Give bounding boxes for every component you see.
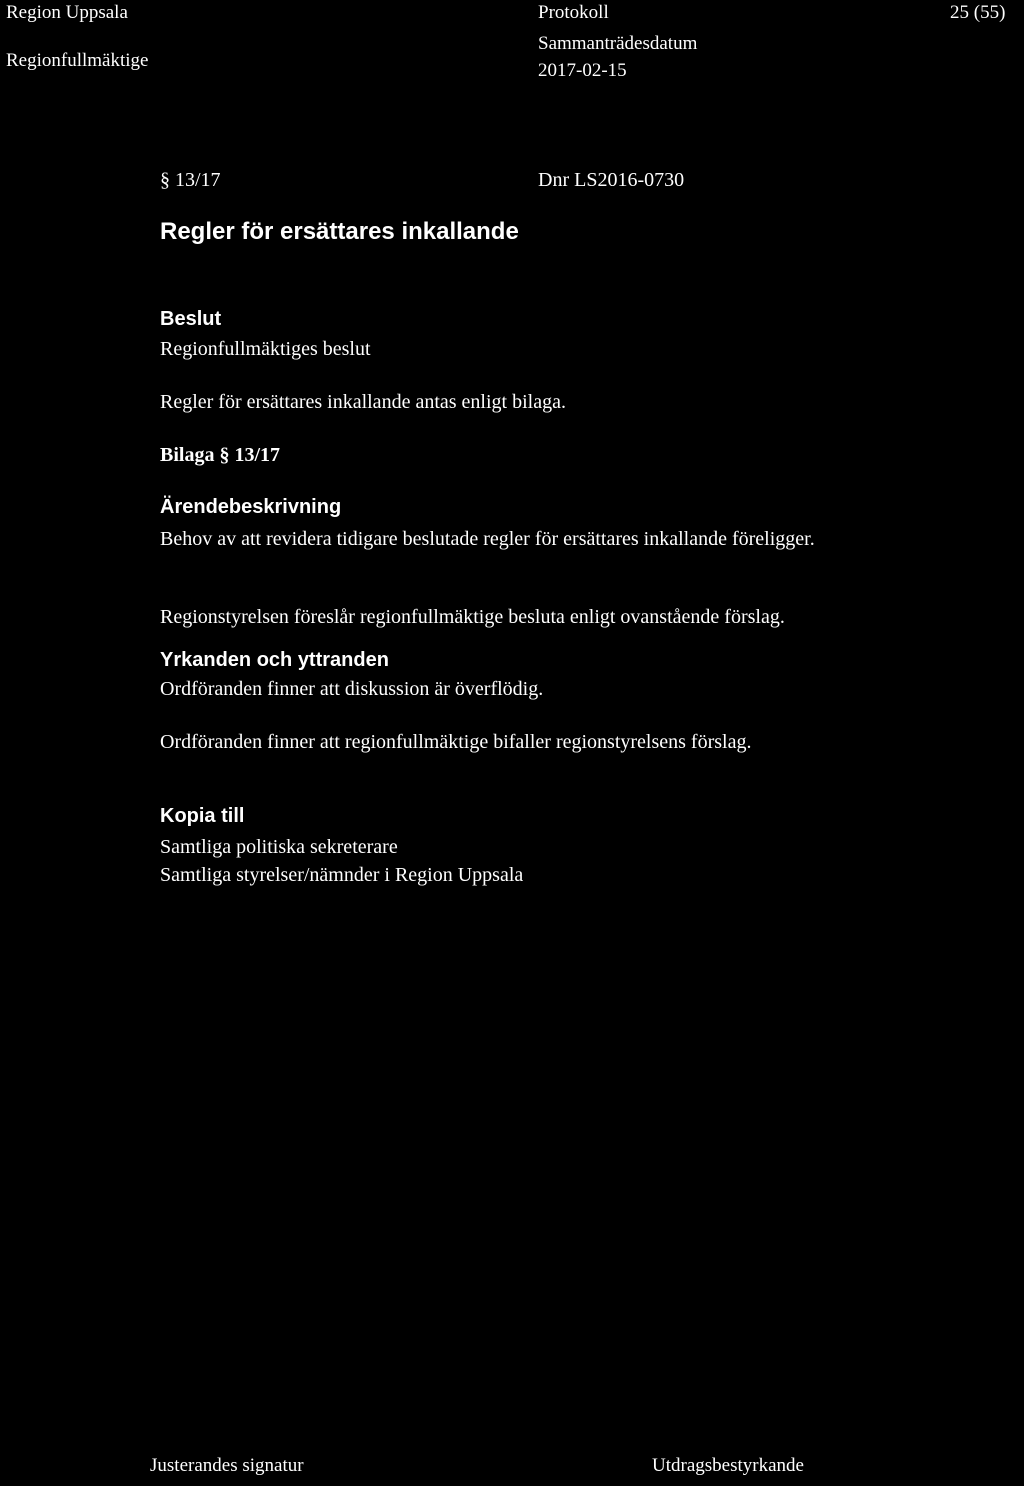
- signature-label: Justerandes signatur: [150, 1455, 304, 1476]
- extract-certification-label: Utdragsbestyrkande: [652, 1455, 804, 1476]
- body-name: Regionfullmäktige: [6, 50, 149, 71]
- organization-name: Region Uppsala: [6, 2, 128, 23]
- section-title: Regler för ersättares inkallande: [160, 218, 519, 245]
- meeting-date: 2017-02-15: [538, 60, 627, 81]
- document-type: Protokoll: [538, 2, 609, 23]
- yrkanden-decision: Ordföranden finner att regionfullmäktige bifaller regionstyrelsens förslag.: [160, 731, 752, 753]
- beslut-heading: Beslut: [160, 308, 222, 330]
- beslut-subheading: Regionfullmäktiges beslut: [160, 338, 371, 360]
- meeting-date-label: Sammanträdesdatum: [538, 33, 698, 54]
- kopia-recipient: Samtliga styrelser/nämnder i Region Uppsala: [160, 864, 524, 886]
- beslut-text: Regler för ersättares inkallande antas enligt bilaga.: [160, 391, 566, 413]
- attachment-reference: Bilaga § 13/17: [160, 444, 281, 466]
- arendebeskrivning-proposal: Regionstyrelsen föreslår regionfullmäktige besluta enligt ovanstående förslag.: [160, 606, 785, 628]
- kopia-heading: Kopia till: [160, 805, 245, 827]
- paragraph-number: § 13/17: [160, 169, 221, 191]
- arendebeskrivning-heading: Ärendebeskrivning: [160, 496, 342, 518]
- case-number: Dnr LS2016-0730: [538, 169, 685, 191]
- kopia-recipient-list: [160, 833, 523, 889]
- kopia-recipient: Samtliga politiska sekreterare: [160, 836, 398, 858]
- arendebeskrivning-text: Behov av att revidera tidigare beslutade regler för ersättares inkallande föreligger.: [160, 528, 815, 550]
- page-number: 25 (55): [950, 2, 1006, 23]
- yrkanden-text: Ordföranden finner att diskussion är överflödig.: [160, 678, 544, 700]
- yrkanden-heading: Yrkanden och yttranden: [160, 649, 389, 671]
